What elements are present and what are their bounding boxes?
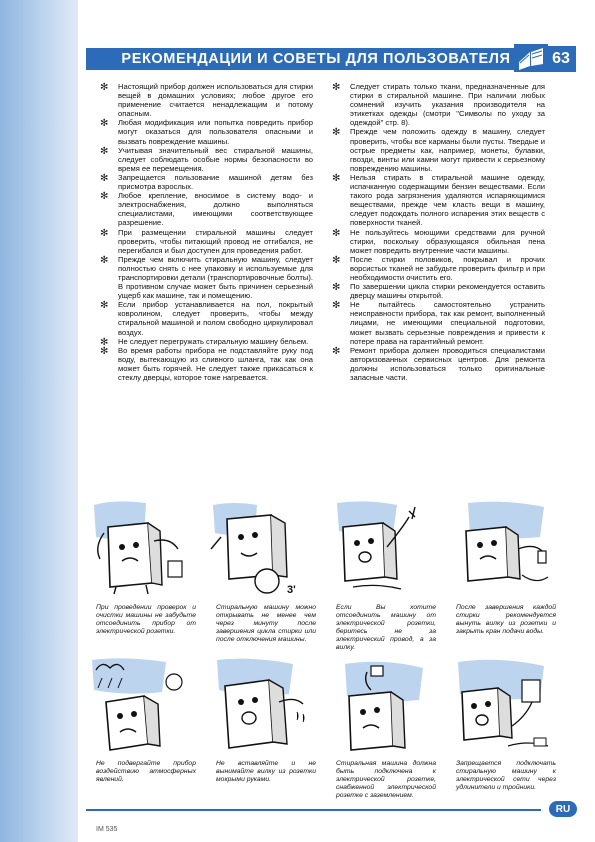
list-item: ✻ Любое крепление, вносимое в систему водо- и электроснабжения, должно выполняться специалистами, имеющими соответствующее разрешение.	[100, 191, 313, 228]
list-item: ✻ Запрещается пользование машиной детям без присмотра взрослых.	[100, 172, 313, 192]
right-column	[330, 82, 545, 382]
illustration-caption: Стиральная машина должна быть подключена к электрической розетке, снабженной электрической розетке с заземлением.	[336, 760, 436, 799]
book-icon	[514, 40, 548, 74]
asterisk-icon: ✻	[100, 191, 109, 203]
caption-row-1	[96, 604, 556, 652]
illus-wet-hands	[207, 656, 315, 756]
asterisk-icon: ✻	[332, 82, 341, 93]
illus-weather	[86, 656, 194, 756]
list-item: ✻ Ремонт прибора должен проводиться специалистами авторизованных сервисных центров. Для ремонта должны использоваться только оригинальные запасные части.	[332, 345, 545, 382]
asterisk-icon: ✻	[332, 345, 341, 357]
list-item: ✻ Во время работы прибора не подставляйте руку под воду, вытекающую из сливного шланга, так как она может быть горячей. Не следует также прикасаться к стеклу дверцы, которое тоже нагревается.	[100, 345, 313, 382]
illustration-caption: Если Вы хотите отсоединить машину от электрической розетки, беритесь не за электрический провод, а за вилку.	[336, 604, 436, 651]
list-item: ✻ Учитывая значительный вес стиральной машины, следует соблюдать особые нормы безопасности во время ее перемещения.	[100, 145, 313, 173]
asterisk-icon: ✻	[100, 254, 109, 266]
page-title: РЕКОМЕНДАЦИИ И СОВЕТЫ ДЛЯ ПОЛЬЗОВАТЕЛЯ	[121, 51, 511, 67]
asterisk-icon: ✻	[100, 82, 109, 93]
asterisk-icon: ✻	[332, 172, 341, 184]
list-item: ✻ Прежде чем включить стиральную машину, следует полностью снять с нее упаковку и используемые для транспортировки детали (транспортировочные болты). В противном случае может быть причинен серьезный ущерб как машине, так и помещению.	[100, 254, 313, 301]
asterisk-icon: ✻	[100, 118, 109, 130]
illustration-caption: Не подвергайте прибор воздействию атмосферных явлений.	[96, 760, 196, 783]
side-color-band	[0, 0, 78, 842]
illus-cleaning-filter	[86, 497, 194, 597]
asterisk-icon: ✻	[332, 300, 341, 312]
asterisk-icon: ✻	[332, 227, 341, 239]
list-item: ✻ Нельзя стирать в стиральной машине одежду, испачканную содержащими бензин веществами. Если такого рода загрязнения удаляются испаряющимися веществами, прежде чем класть вещи в машину, следует подождать полного испарения этих веществ с поверхности тканей.	[332, 172, 545, 228]
list-item: ✻ При размещении стиральной машины следует проверить, чтобы питающий провод не отгибался, не перегибался и был доступен для проведения работ.	[100, 227, 313, 255]
caption-row-2	[96, 760, 556, 800]
list-item: ✻ Настоящий прибор должен использоваться для стирки вещей в домашних условиях; любое другое его применение считается ненадлежащим и потому опасным.	[100, 82, 313, 119]
asterisk-icon: ✻	[332, 254, 341, 266]
page-number: 63	[546, 46, 576, 72]
asterisk-icon: ✻	[100, 172, 109, 184]
illus-grounded-socket	[327, 656, 435, 756]
list-item: ✻ Следует стирать только ткани, предназначенные для стирки в стиральной машине. При наличии любых сомнений изучить указания производителя на этикетках одежды (смотри "Символы по уходу за одеждой" стр. 8).	[332, 82, 545, 128]
list-item: ✻ Не следует перегружать стиральную машину бельем.	[100, 336, 309, 348]
asterisk-icon: ✻	[100, 300, 109, 312]
asterisk-icon: ✻	[332, 127, 341, 139]
asterisk-icon: ✻	[100, 227, 109, 239]
illustration-row-1	[86, 497, 556, 597]
list-item: ✻ Любая модификация или попытка повредить прибор могут оказаться для пользователя опасными и вызвать повреждение машины.	[100, 118, 313, 146]
illus-close-tap	[448, 497, 556, 597]
list-item: ✻ Если прибор устанавливается на пол, покрытый ковролином, следует проверить, чтобы между стиральной машиной и полом свободно циркулировал воздух.	[100, 300, 313, 337]
illustration-caption: Не вставляйте и не вынимайте вилку из розетки мокрыми руками.	[216, 760, 316, 783]
illus-extension	[448, 656, 556, 756]
list-item: ✻ После стирки половиков, покрывал и прочих ворсистых тканей не забудьте проверить фильтр и при необходимости очистить его.	[332, 254, 545, 282]
language-badge: RU	[549, 801, 577, 817]
svg-text:3': 3'	[286, 584, 296, 596]
page-header	[86, 48, 546, 70]
list-item: ✻ Прежде чем положить одежду в машину, следует проверить, чтобы все карманы были пусты. Твердые и острые предметы как, например, монеты, булавки, гвозди, винты или камни могут привести к серьезному повреждению машины.	[332, 127, 545, 173]
list-item: ✻ Не пытайтесь самостоятельно устранить неисправности прибора, так как ремонт, выполненный лицами, не имеющими специальной подготовки, может вызвать серьезные повреждения и привести к потере права на гарантийный ремонт.	[332, 300, 545, 346]
asterisk-icon: ✻	[100, 336, 109, 348]
asterisk-icon: ✻	[100, 145, 109, 157]
illus-door-wait	[207, 497, 315, 597]
asterisk-icon: ✻	[332, 282, 341, 294]
illustration-row-2	[86, 656, 556, 756]
list-item: ✻ По завершении цикла стирки рекомендуется оставить дверцу машины открытой.	[332, 282, 545, 301]
left-column	[98, 82, 313, 382]
illustration-caption: Стиральную машину можно открывать не менее чем через минуту после завершения цикла стирки или после отключения машины.	[216, 604, 316, 643]
illustration-caption: Запрещается подключать стиральную машину к электрической сети через удлинители и тройники.	[456, 760, 556, 791]
illustration-caption: После завершения каждой стирки рекомендуется вынуть вилку из розетки и закрыть кран подачи воды.	[456, 604, 556, 635]
footer-divider	[86, 809, 541, 811]
asterisk-icon: ✻	[100, 345, 109, 357]
document-code: IM 535	[96, 826, 118, 833]
illustration-caption: При проведении проверок и очистки машины не забудьте отсоединить прибор от электрической розетки.	[96, 604, 196, 635]
list-item: ✻ Не пользуйтесь моющими средствами для ручной стирки, поскольку образующаяся обильная пена может повредить внутренние части машины.	[332, 227, 545, 255]
illus-unplug	[327, 497, 435, 597]
